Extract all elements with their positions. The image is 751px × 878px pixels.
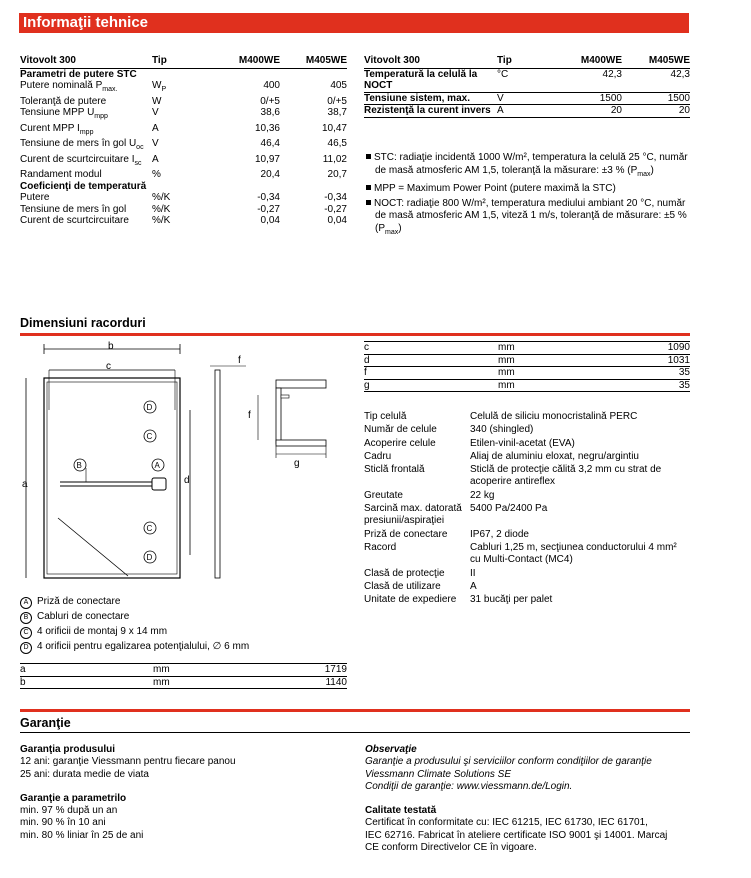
table-row: [20, 138, 347, 154]
value-m405: 1500: [622, 92, 690, 105]
table-row: [20, 169, 347, 181]
row-label: Putere: [20, 192, 50, 203]
spec-row: [364, 411, 690, 424]
table-row: [364, 379, 690, 392]
spec-value: 22 kg: [470, 489, 495, 501]
dim-key: c: [364, 342, 498, 355]
dim-unit: mm: [498, 379, 598, 392]
dim-value: 35: [598, 367, 690, 380]
warranty-left: [20, 744, 340, 842]
spec-key: Număr de celule: [364, 424, 437, 436]
table-row: [364, 354, 690, 367]
col-header-m405: M405WE: [622, 55, 690, 68]
row-unit: A: [152, 122, 159, 134]
bullet-icon: [366, 200, 371, 205]
spec-row: [364, 529, 690, 542]
table-row: [364, 105, 690, 118]
dim-label-f: f: [248, 410, 251, 421]
warranty-line: Viessmann Climate Solutions SE: [365, 768, 511, 780]
value-m400: -0,27: [257, 203, 280, 215]
table-row: [364, 92, 690, 105]
dim-key: g: [364, 379, 498, 392]
row-label: Tensiune MPP $U_{mpp}$: [20, 107, 108, 120]
bullet-icon: [366, 185, 371, 190]
spec-row: [364, 451, 690, 464]
callout-b-icon: [74, 459, 86, 471]
row-label: Tensiune de mers în gol $U_{oc}$: [20, 138, 144, 151]
row-unit: W: [152, 95, 162, 107]
warranty-line: 12 ani: garanţie Viessmann pentru fiecare panou: [20, 756, 236, 768]
dim-label-f-top: f: [238, 355, 241, 366]
spec-value: 31 bucăţi per palet: [470, 594, 553, 606]
row-unit: %/K: [152, 203, 171, 215]
spec-value: IP67, 2 diode: [470, 528, 529, 540]
warranty-line: min. 80 % liniar în 25 de ani: [20, 829, 144, 841]
row-unit: A: [152, 153, 159, 165]
row-unit: %: [152, 169, 161, 180]
spec-key: Sarcină max. datorată presiunii/aspiraţiei: [364, 503, 462, 527]
dim-table-ab: [20, 663, 347, 689]
dim-label-g: g: [294, 458, 300, 469]
spec-value: II: [470, 567, 476, 579]
circle-d-icon: D: [20, 642, 32, 654]
table-row: [364, 367, 690, 380]
note-stc: STC: radiaţie incidentă 1000 W/m², temperatura la celulă 25 °C, număr de masă atmosferic AM 1,5, toleranţă la măsurare: ±3 % $(P_{max})$: [366, 152, 691, 181]
col-header-m400: M400WE: [212, 55, 280, 68]
table-row: [20, 192, 347, 204]
warranty-block-title: Garanţia produsului: [20, 744, 116, 755]
row-label: Putere nominală $P_{max.}$: [20, 80, 118, 93]
warranty-block: [365, 744, 690, 793]
col-header-model: Vitovolt 300: [364, 55, 497, 68]
spec-key: Sticlă frontală: [364, 464, 425, 476]
callout-a-icon: [152, 459, 164, 471]
row-label: Coeficienţi de temperatură: [20, 180, 147, 192]
row-label: Tensiune de mers în gol: [20, 203, 127, 215]
note-noct: NOCT: radiaţie 800 W/m², temperatura mediului ambiant 20 °C, număr de masă atmosferic AM 1,5, viteză 1 m/s, toleranţă de măsurare: ±5 % $(P_{max})$: [366, 198, 691, 240]
circle-a-icon: A: [20, 597, 32, 609]
dim-unit: mm: [498, 367, 598, 380]
value-m400: 42,3: [552, 68, 622, 92]
spec-value: 340 (shingled): [470, 424, 534, 436]
callout-c-bottom-icon: [144, 522, 156, 534]
col-header-m400: M400WE: [552, 55, 622, 68]
value-m400: 10,36: [254, 122, 280, 134]
row-label: Toleranţă de putere: [20, 95, 107, 107]
value-m405: 38,7: [327, 107, 347, 118]
dim-key: d: [364, 354, 498, 367]
section-title-dimensions: Dimensiuni racorduri: [20, 316, 146, 330]
bullet-icon: [366, 154, 371, 159]
value-m405: 11,02: [322, 153, 347, 165]
value-m400: 20,4: [260, 169, 280, 180]
warranty-block: [20, 744, 340, 781]
warranty-line: CE conform Directivelor CE în vigoare.: [365, 842, 537, 854]
spec-value: Etilen-vinil-acetat (EVA): [470, 437, 575, 449]
spec-key: Clasă de protecţie: [364, 567, 445, 579]
warranty-line: Certificat în conformitate cu: IEC 61215, IEC 61730, IEC 61701,: [365, 817, 648, 829]
dim-value: 1090: [598, 342, 690, 355]
warranty-block-title: Garanţie a parametrilo: [20, 792, 127, 804]
svg-text:C: C: [146, 524, 153, 533]
spec-key: Clasă de utilizare: [364, 580, 441, 592]
spec-key: Unitate de expediere: [364, 594, 457, 606]
value-m405: 46,5: [327, 138, 347, 149]
dim-value: 35: [598, 379, 690, 392]
spec-row: [364, 503, 690, 529]
value-m400: 46,4: [260, 138, 280, 149]
table-row: [20, 80, 347, 96]
row-label: Rezistenţă la curent invers: [364, 105, 497, 118]
table-row: [20, 68, 347, 80]
spec-key: Tip celulă: [364, 411, 407, 422]
table-row: [20, 107, 347, 123]
tech-table-right: [364, 55, 690, 118]
value-m400: 10,97: [254, 153, 280, 165]
row-unit: [152, 181, 212, 193]
dim-label-c: c: [106, 361, 111, 372]
spec-row: [364, 594, 690, 607]
circle-b-icon: B: [20, 612, 32, 624]
col-header-type: Tip: [497, 55, 552, 68]
row-label: Curent de scurtcircuitare: [20, 215, 129, 226]
table-row: [20, 123, 347, 139]
value-m400: 20: [552, 105, 622, 118]
warranty-block: [365, 805, 690, 854]
page-title: Informaţii tehnice: [19, 13, 689, 33]
warranty-line: 25 ani: durata medie de viata: [20, 768, 149, 780]
dim-value: 1719: [253, 664, 347, 677]
table-row: [20, 154, 347, 170]
dim-unit: mm: [153, 676, 253, 689]
table-row: [20, 181, 347, 193]
spec-value: Cabluri 1,25 m, secţiunea conductorului 4 mm² cu Multi-Contact (MC4): [470, 541, 677, 566]
table-row: [20, 215, 347, 227]
row-unit: %/K: [152, 215, 171, 226]
value-m400: -0,34: [257, 192, 280, 203]
value-m405: 0/+5: [327, 95, 347, 107]
svg-text:A: A: [154, 461, 160, 470]
spec-row: [364, 490, 690, 503]
value-m405: [280, 68, 347, 80]
spec-row: [364, 568, 690, 581]
legend-item-a: A Priză de conectare: [20, 594, 249, 609]
value-m405: 20,7: [327, 169, 347, 180]
spec-key: Acoperire celule: [364, 437, 436, 449]
value-m400: 400: [263, 80, 280, 91]
circle-c-icon: C: [20, 627, 32, 639]
spec-value: Sticlă de protecţie călită 3,2 mm cu strat de acoperire antireflex: [470, 464, 662, 488]
svg-text:D: D: [146, 403, 153, 412]
row-unit: V: [152, 107, 159, 118]
row-unit: %/K: [152, 192, 171, 203]
col-header-m405: M405WE: [280, 55, 347, 68]
dim-label-b: b: [108, 341, 114, 352]
warranty-line: min. 97 % după un an: [20, 805, 118, 817]
spec-value: Celulă de siliciu monocristalină PERC: [470, 411, 638, 422]
tech-table-left: [20, 55, 347, 227]
row-unit: V: [152, 138, 159, 149]
callout-d-bottom-icon: [144, 551, 156, 563]
svg-text:D: D: [146, 553, 153, 562]
spec-key: Cadru: [364, 450, 392, 462]
section-title-warranty: Garanţie: [20, 716, 71, 730]
value-m405: 10,47: [321, 122, 347, 134]
spec-row: [364, 542, 690, 568]
dim-key: f: [364, 367, 498, 380]
svg-text:B: B: [76, 461, 82, 470]
spec-key: Priză de conectare: [364, 528, 448, 540]
table-row: [364, 68, 690, 92]
value-m405: 20: [622, 105, 690, 118]
legend-item-c: C 4 orificii de montaj 9 x 14 mm: [20, 624, 249, 639]
note-mpp: MPP = Maximum Power Point (putere maximă la STC): [366, 183, 691, 196]
warranty-block-title: Calitate testată: [365, 805, 437, 817]
dim-label-a: a: [22, 479, 28, 490]
spec-value: A: [470, 580, 477, 592]
warranty-right: [365, 744, 690, 854]
callout-c-top-icon: [144, 430, 156, 442]
warranty-line: Condiţii de garanţie: www.viessmann.de/Login.: [365, 780, 573, 792]
warranty-line: IEC 62716. Fabricat în ateliere certificate ISO 9001 şi 14001. Marcaj: [365, 829, 668, 841]
spec-table: [364, 411, 690, 607]
dim-value: 1031: [598, 354, 690, 367]
value-m405: 405: [330, 80, 347, 91]
spec-row: [364, 581, 690, 594]
col-header-type: Tip: [152, 55, 212, 68]
spec-row: [364, 424, 690, 437]
col-header-model: Vitovolt 300: [20, 55, 152, 68]
panel-dimension-drawing: [18, 340, 343, 590]
value-m400: [212, 68, 280, 80]
dim-unit: mm: [498, 342, 598, 355]
value-m400: 0/+5: [260, 95, 280, 107]
table-row: [20, 204, 347, 216]
section-divider: [20, 709, 690, 712]
spec-key: Racord: [364, 541, 397, 553]
warranty-line: min. 90 % în 10 ani: [20, 817, 106, 829]
dim-label-d: d: [184, 475, 190, 486]
value-m400: 38,6: [260, 107, 280, 118]
table-row: [20, 676, 347, 689]
warranty-block-title: Observaţie: [365, 744, 417, 755]
legend-item-d: D 4 orificii pentru egalizarea potenţialului, ∅ 6 mm: [20, 639, 249, 654]
value-m405: [280, 181, 347, 193]
spec-key: Greutate: [364, 489, 403, 501]
row-unit: A: [497, 105, 552, 118]
warranty-line: Garanţie a produsului şi serviciilor conform condiţiilor de garanţie: [365, 756, 652, 768]
value-m405: -0,34: [324, 192, 347, 203]
dim-unit: mm: [153, 664, 253, 677]
value-m405: -0,27: [324, 203, 347, 215]
callout-d-top-icon: [144, 401, 156, 413]
notes-list: [366, 152, 691, 239]
row-unit: V: [497, 92, 552, 105]
spec-value: Aliaj de aluminiu eloxat, negru/argintiu: [470, 450, 639, 462]
dim-value: 1140: [253, 676, 347, 689]
row-unit: [152, 68, 212, 80]
row-label: Curent MPP $I_{mpp}$: [20, 122, 94, 136]
value-m405: 42,3: [622, 68, 690, 92]
table-row: [20, 96, 347, 108]
section-divider: [20, 333, 690, 336]
row-label: Temperatură la celulă la NOCT: [364, 68, 497, 92]
value-m400: 0,04: [260, 215, 280, 226]
row-label: Parametri de putere STC: [20, 68, 137, 80]
row-label: Randament modul: [20, 169, 102, 180]
value-m405: 0,04: [327, 215, 347, 226]
table-row: [20, 664, 347, 677]
dim-key: a: [20, 664, 153, 677]
dim-unit: mm: [498, 354, 598, 367]
section-divider: [20, 732, 690, 733]
row-unit: °C: [497, 68, 552, 92]
table-row: [364, 342, 690, 355]
row-label: Curent de scurtcircuitare $I_{sc}$: [20, 153, 142, 167]
legend-list: [20, 594, 249, 654]
row-unit: $W_P$: [152, 80, 167, 93]
svg-text:C: C: [146, 432, 153, 441]
spec-row: [364, 438, 690, 451]
row-label: Tensiune sistem, max.: [364, 92, 497, 105]
value-m400: 1500: [552, 92, 622, 105]
spec-value: 5400 Pa/2400 Pa: [470, 503, 548, 515]
spec-row: [364, 464, 690, 490]
dim-table-cdfg: [364, 341, 690, 392]
dim-key: b: [20, 676, 153, 689]
warranty-block: [20, 793, 340, 842]
legend-item-b: B Cabluri de conectare: [20, 609, 249, 624]
value-m400: [212, 181, 280, 193]
